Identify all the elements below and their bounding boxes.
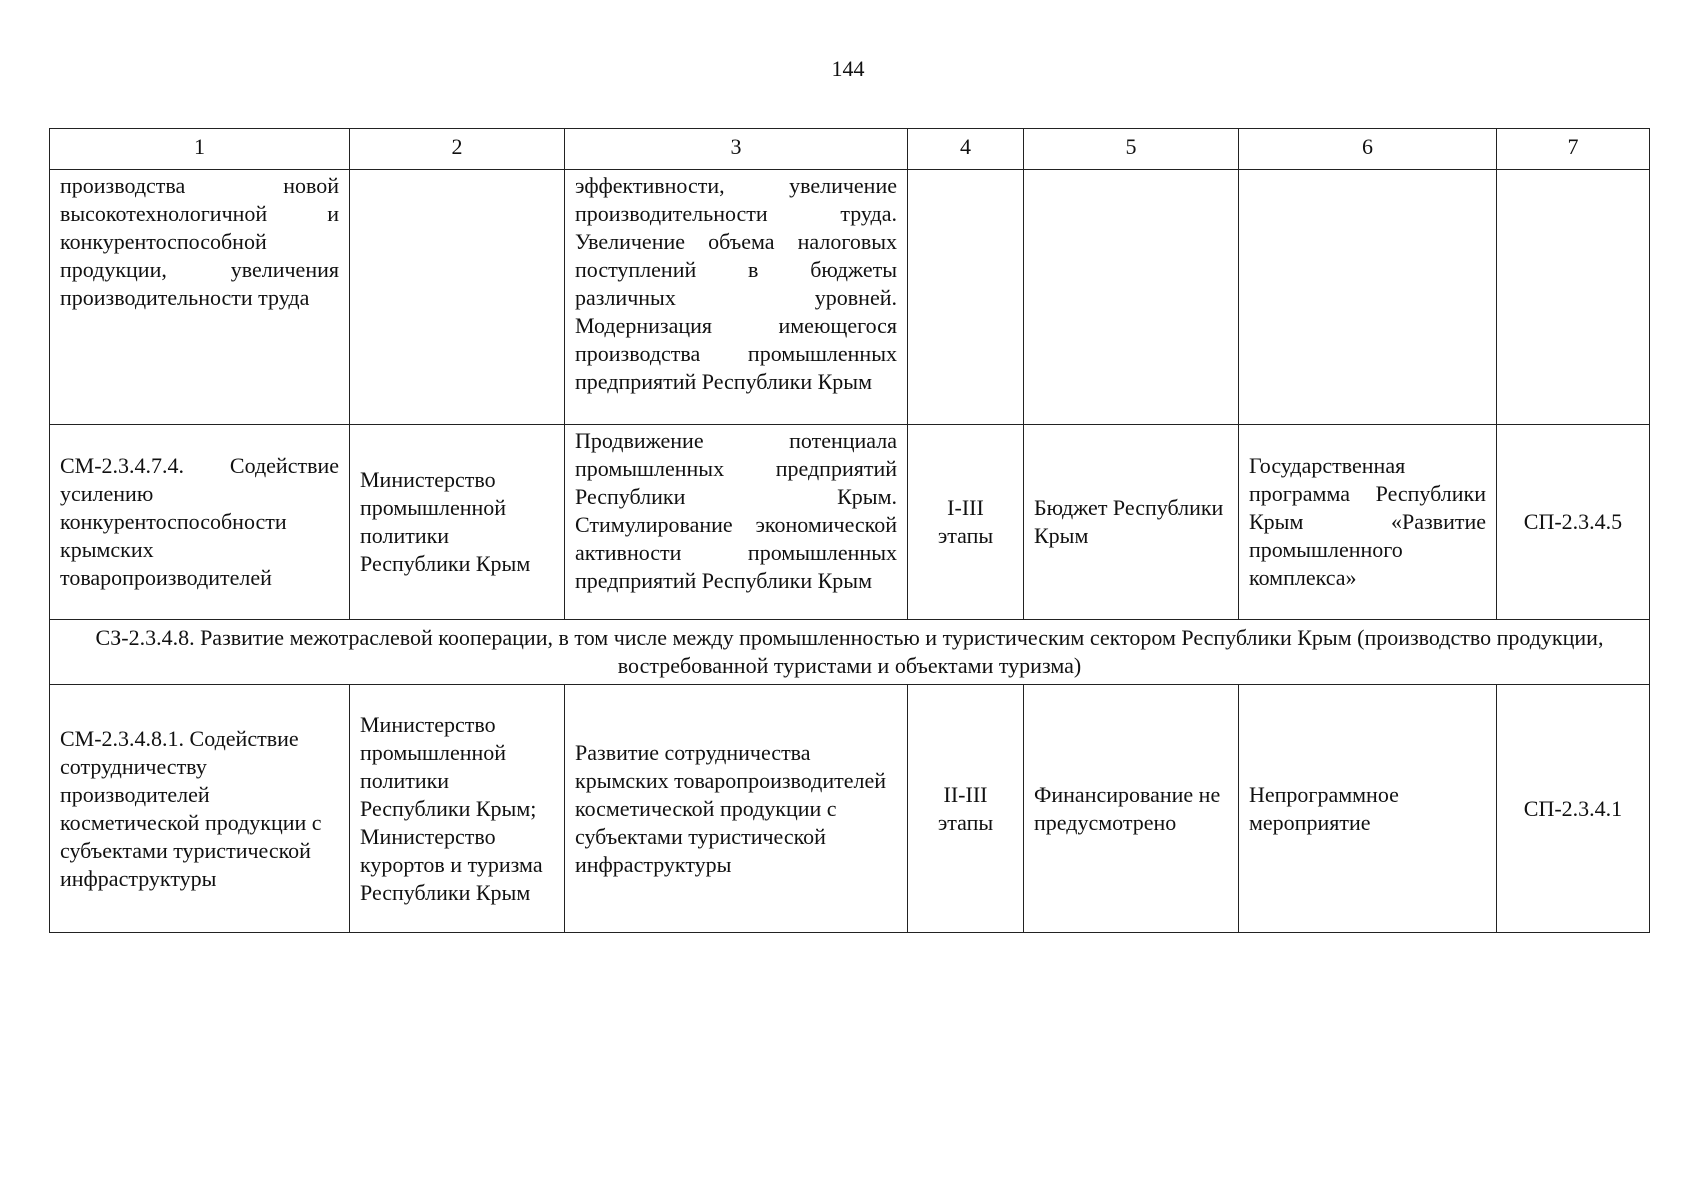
- table-cell: [1497, 170, 1650, 425]
- column-header-5: 5: [1024, 129, 1239, 170]
- table-cell: СМ-2.3.4.7.4. Содействие усилению конкурентоспособности крымских товаропроизводителей: [50, 425, 350, 620]
- table-cell: Министерство промышленной политики Республики Крым; Министерство курортов и туризма Республики Крым: [350, 685, 565, 933]
- table-cell: СМ-2.3.4.8.1. Содействие сотрудничеству производителей косметической продукции с субъектами туристической инфраструктуры: [50, 685, 350, 933]
- table-row: [50, 425, 1650, 620]
- table-cell: СП-2.3.4.5: [1497, 425, 1650, 620]
- table-cell: Непрограммное мероприятие: [1239, 685, 1497, 933]
- table-row: [50, 170, 1650, 425]
- table-cell: Бюджет Республики Крым: [1024, 425, 1239, 620]
- table-cell: Финансирование не предусмотрено: [1024, 685, 1239, 933]
- table-cell: Развитие сотрудничества крымских товаропроизводителей косметической продукции с субъектами туристической инфраструктуры: [565, 685, 908, 933]
- table-cell: [350, 170, 565, 425]
- table-row: [50, 685, 1650, 933]
- section-row: [50, 620, 1650, 685]
- column-header-6: 6: [1239, 129, 1497, 170]
- column-header-7: 7: [1497, 129, 1650, 170]
- table-cell: Государственная программа Республики Крым «Развитие промышленного комплекса»: [1239, 425, 1497, 620]
- section-heading: СЗ-2.3.4.8. Развитие межотраслевой кооперации, в том числе между промышленностью и туристическим сектором Республики Крым (производство продукции, востребованной туристами и объектами туризма): [50, 620, 1650, 685]
- page-number: 144: [831, 56, 865, 81]
- table-cell: производства новой высокотехнологичной и конкурентоспособной продукции, увеличения производительности труда: [50, 170, 350, 425]
- table-cell: [1024, 170, 1239, 425]
- table-cell: II-III этапы: [908, 685, 1024, 933]
- header-row: [50, 129, 1650, 170]
- column-header-3: 3: [565, 129, 908, 170]
- column-header-1: 1: [50, 129, 350, 170]
- table-cell: Министерство промышленной политики Республики Крым: [350, 425, 565, 620]
- column-header-4: 4: [908, 129, 1024, 170]
- table-cell: [1239, 170, 1497, 425]
- table-cell: [908, 170, 1024, 425]
- table-cell: СП-2.3.4.1: [1497, 685, 1650, 933]
- table-cell: эффективности, увеличение производительности труда. Увеличение объема налоговых поступлений в бюджеты различных уровней. Модернизация имеющегося производства промышленных предприятий Республики Крым: [565, 170, 908, 425]
- table-cell: Продвижение потенциала промышленных предприятий Республики Крым. Стимулирование экономической активности промышленных предприятий Республики Крым: [565, 425, 908, 620]
- table-cell: I-III этапы: [908, 425, 1024, 620]
- plan-table: [49, 128, 1650, 933]
- column-header-2: 2: [350, 129, 565, 170]
